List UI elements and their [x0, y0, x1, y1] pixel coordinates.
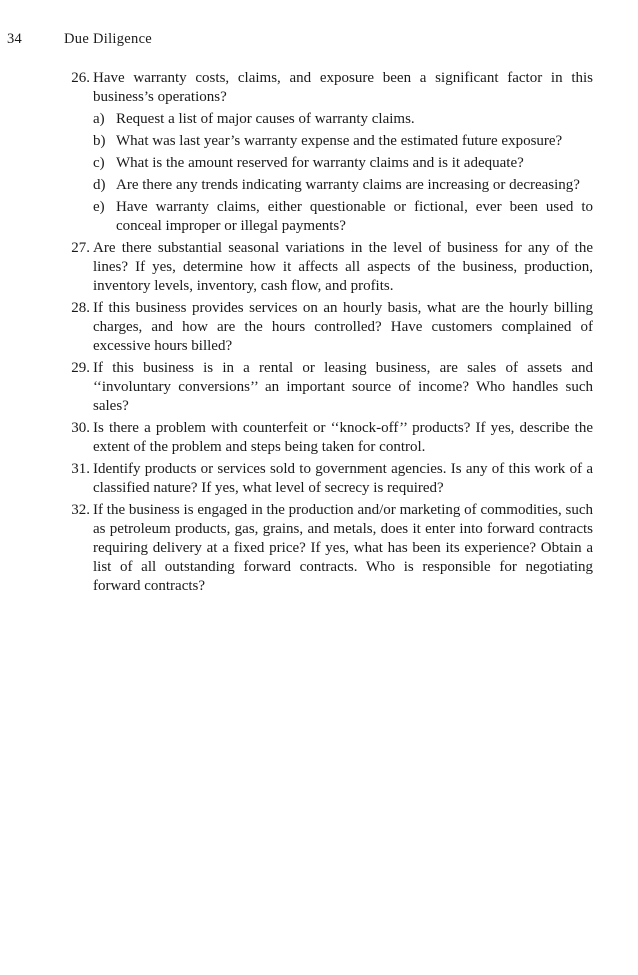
subquestion-text: Are there any trends indicating warranty claims are increasing or decreasing? — [116, 177, 580, 193]
question-number: 31. — [71, 461, 90, 477]
question-27 — [50, 239, 593, 296]
question-32 — [50, 501, 593, 596]
subquestion-26b — [50, 132, 593, 151]
running-head-title: Due Diligence — [64, 31, 153, 47]
question-29 — [50, 359, 593, 416]
question-number: 30. — [71, 420, 90, 436]
question-number: 29. — [71, 360, 90, 376]
question-30 — [50, 419, 593, 457]
question-number: 26. — [71, 70, 90, 86]
subquestion-letter: c) — [93, 155, 105, 171]
subquestion-letter: b) — [93, 133, 106, 149]
subquestion-text: Request a list of major causes of warranty claims. — [116, 111, 415, 127]
question-28 — [50, 299, 593, 356]
question-text: Is there a problem with counterfeit or ‘‘knock-off’’ products? If yes, describe the extent of the problem and steps being taken for control. — [93, 420, 593, 455]
question-31 — [50, 460, 593, 498]
subquestion-26c — [50, 154, 593, 173]
question-number: 32. — [71, 502, 90, 518]
page-number: 34 — [7, 31, 23, 47]
subquestion-26e — [50, 198, 593, 236]
question-number: 27. — [71, 240, 90, 256]
question-text: Identify products or services sold to government agencies. Is any of this work of a classified nature? If yes, what level of secrecy is required? — [93, 461, 593, 496]
subquestion-letter: a) — [93, 111, 105, 127]
subquestion-26a — [50, 110, 593, 129]
question-text: If this business is in a rental or leasing business, are sales of assets and ‘‘involuntary conversions’’ an important source of income? Who handles such sales? — [93, 360, 593, 414]
question-text: If the business is engaged in the production and/or marketing of commodities, such as petroleum products, gas, grains, and metals, does it enter into forward contracts requiring delivery at a fixed price? If yes, what has been its experience? Obtain a list of all outstanding forward contracts. Who is responsible for negotiating forward contracts? — [93, 502, 593, 594]
question-text: Are there substantial seasonal variations in the level of business for any of the lines? If yes, determine how it affects all aspects of the business, production, inventory levels, inventory, cash flow, and profits. — [93, 240, 593, 294]
question-text: If this business provides services on an hourly basis, what are the hourly billing charges, and how are the hours controlled? Have customers complained of excessive hours billed? — [93, 300, 593, 354]
subquestion-letter: d) — [93, 177, 106, 193]
question-number: 28. — [71, 300, 90, 316]
subquestion-text: Have warranty claims, either questionable or fictional, ever been used to conceal improper or illegal payments? — [116, 199, 593, 234]
subquestion-text: What is the amount reserved for warranty claims and is it adequate? — [116, 155, 524, 171]
subquestion-letter: e) — [93, 199, 105, 215]
question-list — [50, 69, 593, 599]
question-26 — [50, 69, 593, 107]
question-text: Have warranty costs, claims, and exposure been a significant factor in this business’s operations? — [93, 70, 593, 105]
subquestion-26d — [50, 176, 593, 195]
subquestion-text: What was last year’s warranty expense and the estimated future exposure? — [116, 133, 563, 149]
running-head — [7, 31, 618, 48]
